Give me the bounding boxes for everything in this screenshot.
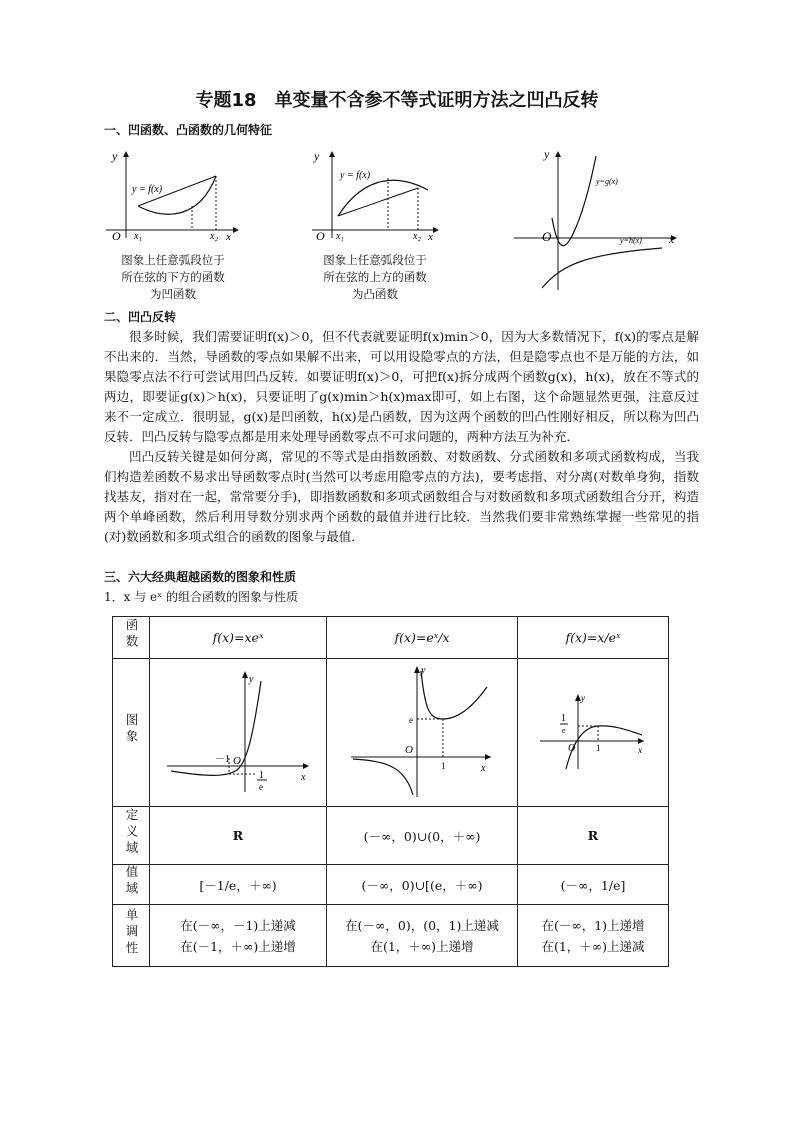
section-1-heading: 一、凹函数、凸函数的几何特征 bbox=[104, 123, 273, 137]
y-axis-label: y bbox=[314, 149, 320, 163]
svg-text:y: y bbox=[421, 665, 426, 676]
svg-text:1: 1 bbox=[259, 770, 264, 781]
x-axis-label: x bbox=[226, 231, 231, 242]
x1-label: x₁ bbox=[134, 231, 142, 242]
x-axis-label: x bbox=[428, 231, 433, 242]
range-3: (－∞，1/e] bbox=[518, 865, 669, 905]
mono-1: 在(－∞，－1)上递减 在(－1，＋∞)上递增 bbox=[150, 905, 327, 967]
svg-text:O: O bbox=[233, 755, 241, 767]
svg-text:O: O bbox=[568, 743, 576, 754]
graph-x-over-ex bbox=[538, 691, 648, 771]
graph-cell-2 bbox=[327, 659, 518, 807]
graph-xex bbox=[163, 666, 313, 796]
curve-label: y = f(x) bbox=[340, 170, 371, 181]
x-axis-label: x bbox=[669, 234, 674, 246]
svg-text:e: e bbox=[259, 782, 263, 792]
page-title: 专题18 单变量不含参不等式证明方法之凹凸反转 bbox=[195, 90, 599, 111]
svg-text:－1: －1 bbox=[215, 754, 230, 765]
svg-text:1: 1 bbox=[441, 761, 446, 771]
svg-text:x: x bbox=[301, 772, 306, 783]
mono-3: 在(－∞，1)上递增 在(1，＋∞)上递减 bbox=[518, 905, 669, 967]
function-properties-table bbox=[112, 616, 669, 967]
section-3-heading: 三、六大经典超越函数的图象和性质 bbox=[104, 570, 297, 584]
row-label-range: 值域 bbox=[113, 865, 150, 905]
paragraph-1: 很多时候，我们需要证明f(x)＞0，但不代表就要证明f(x)min＞0，因为大多数情况下，f(x)的零点是解不出来的．当然，导函数的零点如果解不出来，可以用设隐零点的方法，但是隐零点也不是万能的方法，如果隐零点法不行可尝试用凹凸反转．如要证明f(x)＞0，可把f(x)拆分成两个函数g(x)，h(x)，放在不等式的两边，即要证g(x)＞h(x)，只要证明了g(x)min＞h(x)max即可，如上右图，这个命题显然更强，注意反过来不一定成立．很明显，g(x)是凹函数，h(x)是凸函数，因为这两个函数的凹凸性刚好相反，所以称为凹凸反转．凹凸反转与隐零点都是用来处理导函数零点不可求问题的，两种方法互为补充． bbox=[104, 329, 699, 444]
x1-label: x₁ bbox=[336, 231, 344, 242]
origin-label: O bbox=[112, 229, 121, 242]
body-text bbox=[104, 327, 699, 547]
domain-3: R bbox=[518, 807, 669, 865]
g-curve-label: y=g(x) bbox=[596, 177, 618, 186]
domain-1: R bbox=[150, 807, 327, 865]
g-h-figure bbox=[512, 146, 682, 291]
concave-caption: 图象上任意弧段位于 所在弦的下方的函数 为凹函数 bbox=[121, 253, 225, 301]
svg-text:e: e bbox=[409, 715, 413, 725]
func-1: f(x)=xeˣ bbox=[150, 617, 327, 659]
row-label-function: 函数 bbox=[113, 617, 150, 659]
curve-label: y = f(x) bbox=[132, 184, 163, 195]
svg-text:x: x bbox=[638, 745, 642, 755]
x2-label: x₂ bbox=[210, 231, 218, 242]
svg-text:x: x bbox=[481, 763, 486, 774]
range-1: [－1/e，＋∞) bbox=[150, 865, 327, 905]
graph-ex-over-x bbox=[347, 661, 497, 801]
domain-2: (－∞，0)∪(0，＋∞) bbox=[327, 807, 518, 865]
row-label-domain: 定义域 bbox=[113, 807, 150, 865]
svg-text:1: 1 bbox=[596, 743, 601, 753]
y-axis-label: y bbox=[544, 147, 550, 161]
svg-text:y: y bbox=[581, 693, 585, 703]
h-curve-label: y=h(x) bbox=[620, 236, 642, 245]
func-3: f(x)=x/eˣ bbox=[518, 617, 669, 659]
x2-label: x₂ bbox=[413, 231, 421, 242]
origin-label: O bbox=[542, 229, 552, 244]
svg-text:O: O bbox=[405, 744, 413, 756]
y-axis-label: y bbox=[112, 149, 118, 163]
row-label-graph: 图象 bbox=[113, 659, 150, 807]
svg-text:e: e bbox=[562, 726, 566, 735]
subsection-1-heading: 1．x 与 eˣ 的组合函数的图象与性质 bbox=[104, 590, 299, 604]
convex-function-figure bbox=[310, 142, 445, 242]
convex-caption: 图象上任意弧段位于 所在弦的上方的函数 为凸函数 bbox=[323, 253, 427, 301]
origin-label: O bbox=[316, 229, 325, 242]
concave-function-figure bbox=[104, 142, 244, 242]
svg-text:1: 1 bbox=[561, 713, 566, 724]
func-2: f(x)=eˣ/x bbox=[327, 617, 518, 659]
svg-text:y: y bbox=[249, 674, 254, 685]
section-2-heading: 二、凹凸反转 bbox=[104, 310, 177, 324]
row-label-monotonicity: 单调性 bbox=[113, 905, 150, 967]
mono-2: 在(－∞，0)，(0，1)上递减 在(1，＋∞)上递增 bbox=[327, 905, 518, 967]
paragraph-2: 凹凸反转关键是如何分离，常见的不等式是由指数函数、对数函数、分式函数和多项式函数构成，当我们构造差函数不易求出导函数零点时(当然可以考虑用隐零点的方法)，要考虑指、对分离(对数单身狗，指数找基友，指对在一起，常常要分手)，即指数函数和多项式函数组合与对数函数和多项式函数组合分开，构造两个单峰函数，然后利用导数分别求两个函数的最值并进行比较．当然我们要非常熟练掌握一些常见的指(对)数函数和多项式组合的函数的图象与最值． bbox=[104, 449, 699, 544]
graph-cell-1 bbox=[150, 659, 327, 807]
graph-cell-3 bbox=[518, 659, 669, 807]
range-2: (－∞，0)∪[(e，＋∞) bbox=[327, 865, 518, 905]
